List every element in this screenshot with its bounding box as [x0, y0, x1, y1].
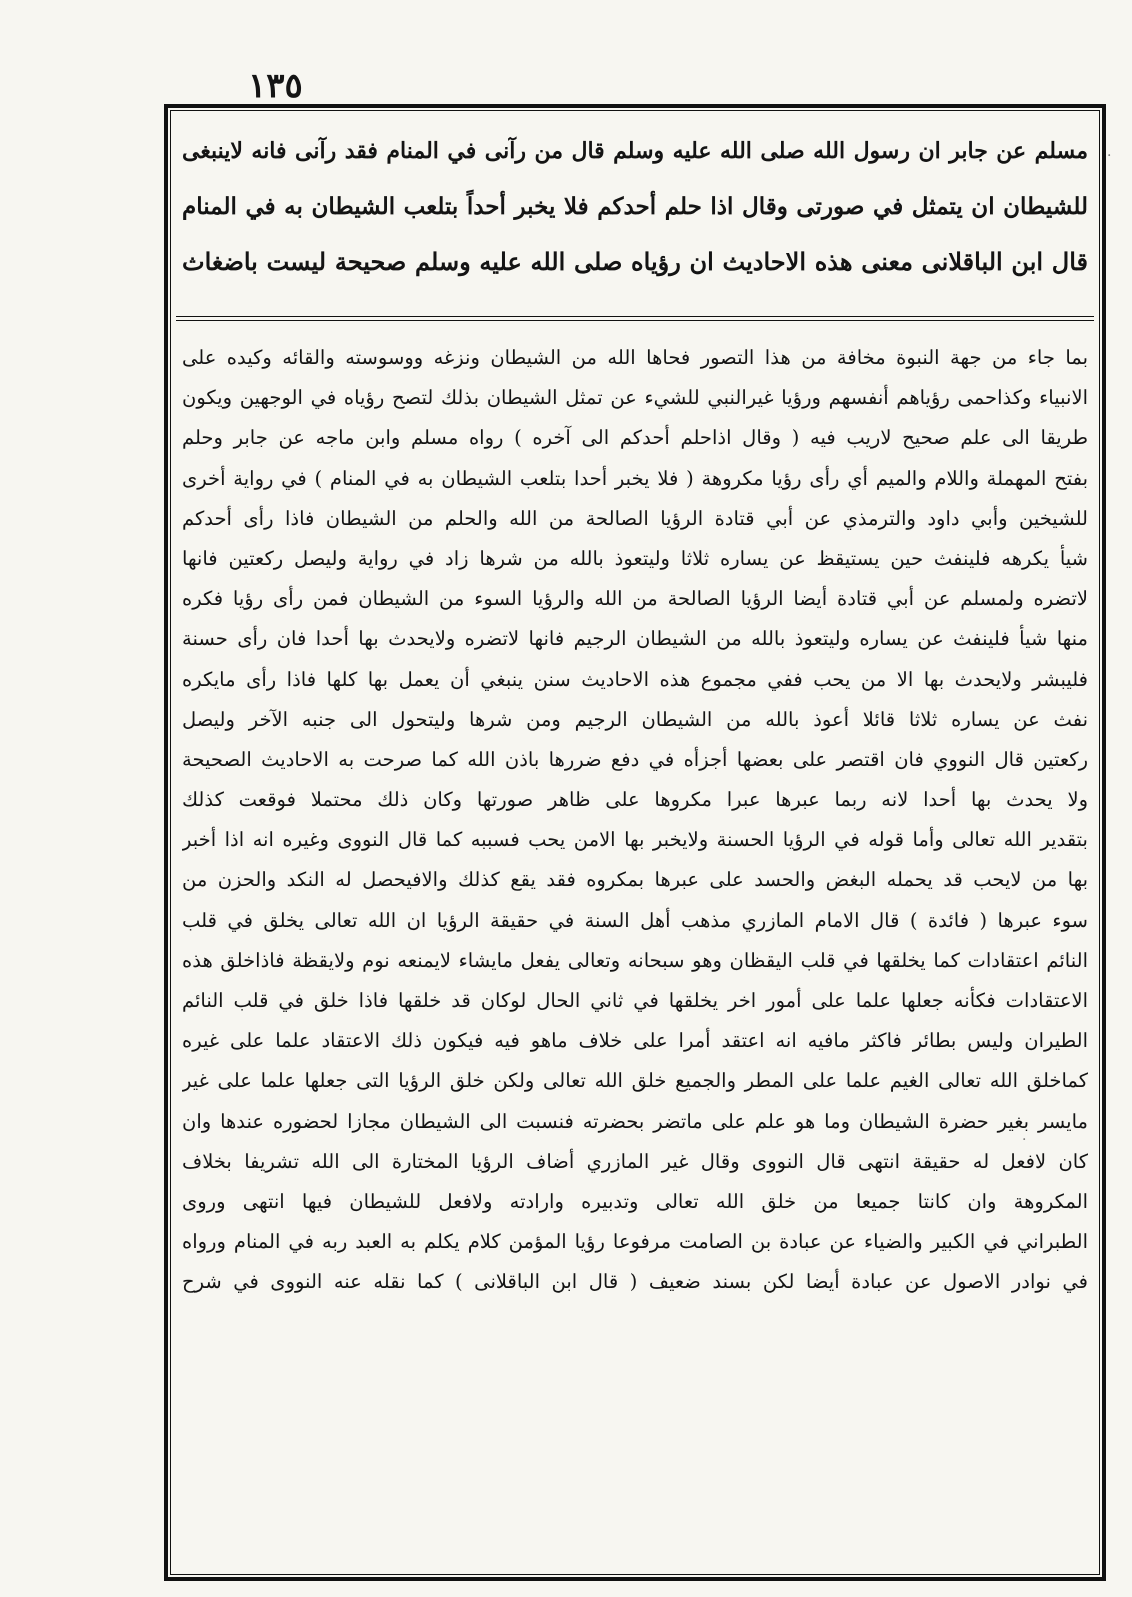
commentary-line: الاعتقادات فكأنه جعلها علما على أمور اخر يخلقها في ثاني الحال لوكان قد خلقها فاذا خلق في قلب النائم	[182, 989, 1088, 1012]
matn-line: للشيطان ان يتمثل في صورتى وقال اذا حلم أحدكم فلا يخبر أحداً بتلعب الشيطان به في المنام	[182, 193, 1088, 220]
commentary-line: للشيخين وأبي داود والترمذي عن أبي قتادة الرؤيا الصالحة من الله والحلم من الشيطان فاذا رأى أحدكم	[182, 506, 1088, 530]
matn-line: مسلم عن جابر ان رسول الله صلى الله عليه وسلم قال من رآنى في المنام فقد رآنى فانه لاينبغى	[182, 138, 1088, 164]
commentary-line: منها شيأ فلينفث عن يساره وليتعوذ بالله من الشيطان الرجيم فانها لاتضره ولايحدث بها أحدا فان رأى حسنة	[182, 627, 1088, 651]
commentary-line: الطيران وليس بطائر فاكثر مافيه انه اعتقد أمرا على خلاف ماهو فيه فيكون ذلك الاعتقاد علما على غيره	[182, 1029, 1088, 1053]
commentary-line: كماخلق الله تعالى الغيم علما على المطر والجميع خلق الله تعالى ولكن خلق الرؤيا التى جعلها علما على غير	[182, 1069, 1088, 1093]
matn-line: قال ابن الباقلانى معنى هذه الاحاديث ان رؤياه صلى الله عليه وسلم صحيحة ليست باضغاث	[182, 247, 1088, 276]
page-number: ١٣٥	[248, 66, 303, 106]
margin-dot: ·	[1022, 1132, 1027, 1148]
commentary-line: كان لافعل له حقيقة انتهى قال النووى وقال غير المازري أضاف الرؤيا المختارة الى الله تشريفا بخلاف	[182, 1149, 1088, 1173]
commentary-line: نفث عن يساره ثلاثا قائلا أعوذ بالله من الشيطان الرجيم ومن شرها وليتحول الى جنبه الآخر وليصل	[182, 707, 1088, 731]
commentary-line: النائم اعتقادات كما يخلقها في قلب اليقظان وهو سبحانه وتعالى يفعل مايشاء لايمنعه نوم ولايقظة فاذاخلق هذه	[182, 948, 1088, 972]
commentary-line: في نوادر الاصول عن عبادة أيضا لكن بسند ضعيف ( قال ابن الباقلانى ) كما نقله عنه النووى في شرح	[182, 1270, 1088, 1294]
commentary-line: شيأ يكرهه فلينفث حين يستيقظ عن يساره ثلاثا وليتعوذ بالله من شرها زاد في رواية وليصل ركعتين فانها	[182, 546, 1088, 570]
commentary-line: فليبشر ولايحدث بها الا من يحب ففي مجموع هذه الاحاديث سنن ينبغي أن يعمل بها كلها فاذا رأى مايكره	[182, 667, 1088, 691]
matn-text-block	[182, 124, 1088, 289]
commentary-line: سوء عبرها ( فائدة ) قال الامام المازري مذهب أهل السنة في حقيقة الرؤيا ان الله تعالى يخلق في قلب	[182, 908, 1088, 932]
commentary-line: لاتضره ولمسلم عن أبي قتادة أيضا الرؤيا الصالحة من الله والرؤيا السوء من الشيطان فمن رأى رؤيا فكره	[182, 587, 1088, 611]
commentary-line: مايسر بغير حضرة الشيطان وما هو علم على ماتضر بحضرته فنسبت الى الشيطان مجازا لحضوره عندها وان	[182, 1109, 1088, 1133]
commentary-line: المكروهة وان كانتا جميعا من خلق الله تعالى وتدبيره وارادته ولافعل للشيطان فيها انتهى وروى	[182, 1189, 1088, 1213]
commentary-line: ولا يحدث بها أحدا لانه ربما عبرها عبرا مكروها على ظاهر صورتها وكان ذلك محتملا فوقعت كذلك	[182, 788, 1088, 812]
commentary-line: الطبراني في الكبير والضياء عن عبادة بن الصامت مرفوعا رؤيا المؤمن كلام يكلم به العبد ربه في المنام ورواه	[182, 1230, 1088, 1254]
commentary-line: بتقدير الله تعالى وأما قوله في الرؤيا الحسنة ولايخبر بها الامن يحب فسببه كما قال النووى وغيره انه اذا أخبر	[182, 828, 1088, 852]
commentary-line: ركعتين قال النووي فان اقتصر على بعضها أجزأه في دفع ضررها باذن الله كما صرحت به الاحاديث الصحيحة	[182, 747, 1088, 771]
commentary-line: طريقا الى علم صحيح لاريب فيه ( وقال اذاحلم أحدكم الى آخره ) رواه مسلم وابن ماجه عن جابر وحلم	[182, 426, 1088, 450]
section-divider-second	[176, 320, 1094, 321]
commentary-line: بها من لايحب قد يحمله البغض والحسد على عبرها بمكروه فقد يقع كذلك والافيحصل له النكد والحزن من	[182, 868, 1088, 892]
commentary-text-block	[182, 338, 1088, 1303]
commentary-line: بفتح المهملة واللام والميم أي رأى رؤيا مكروهة ( فلا يخبر أحدا بتلعب الشيطان به في المنام ) في رواية أخرى	[182, 466, 1088, 490]
section-divider	[176, 316, 1094, 317]
margin-dot: ·	[1107, 148, 1112, 164]
commentary-line: بما جاء من جهة النبوة مخافة من هذا التصور فحاها الله من الشيطان ونزغه ووسوسته والقائه وكيده على	[182, 346, 1088, 369]
commentary-line: الانبياء وكذاحمى رؤياهم أنفسهم ورؤيا غيرالنبي للشيء عن تمثل الشيطان بذلك لتصح رؤياه في الوجهين ويكون	[182, 386, 1088, 410]
